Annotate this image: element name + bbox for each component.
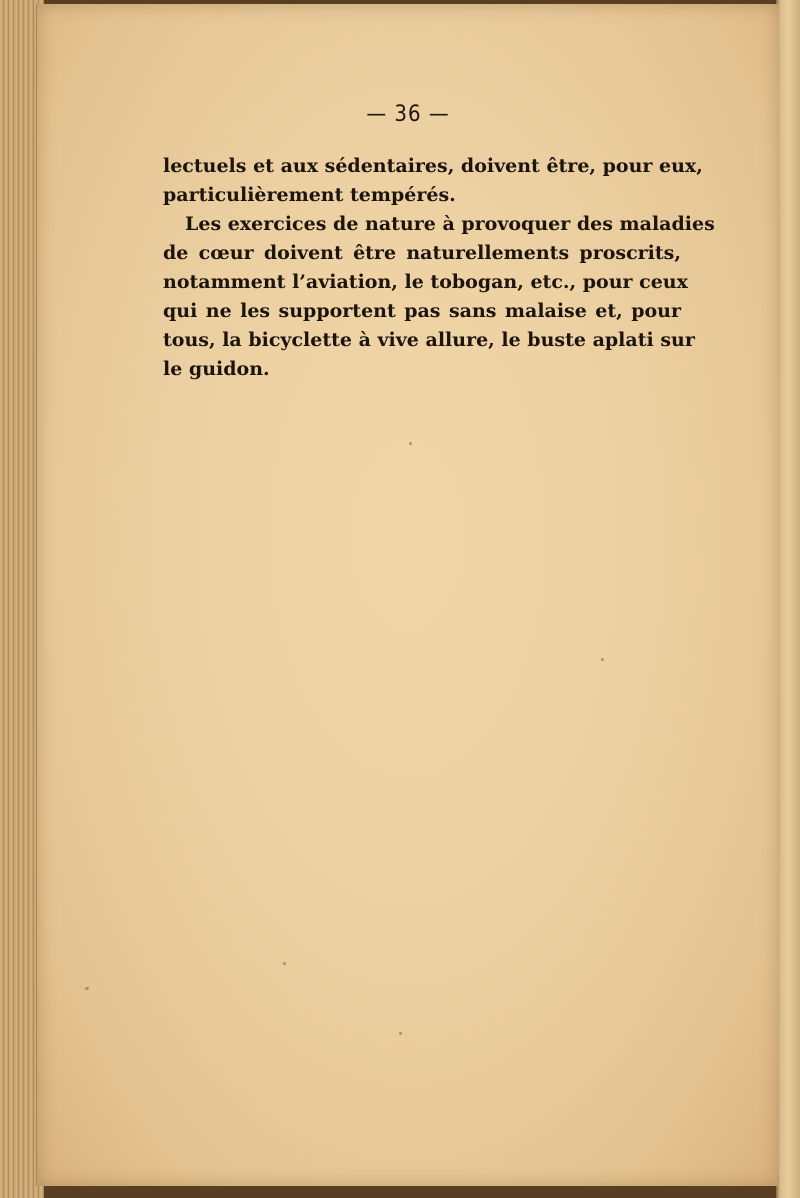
paper-speck [601,658,604,661]
adjacent-page-edge [776,0,800,1198]
text-line: Les exercices de nature à provoquer des maladies [185,213,715,235]
paper-speck [283,962,286,965]
text-line: notamment l’aviation, le tobogan, etc., pour ceux [163,271,688,293]
page-number: — 36 — [366,102,450,127]
text-line: qui ne les supportent pas sans malaise et, pour [163,300,681,322]
book-page [36,4,779,1186]
body-text [163,152,715,384]
text-line: le guidon. [163,358,270,380]
text-line: tous, la bicyclette à vive allure, le buste aplati sur [163,329,695,351]
paper-speck [409,442,412,445]
paragraph-1 [163,152,703,210]
text-line: lectuels et aux sédentaires, doivent être, pour eux, [163,155,703,177]
paragraph-2 [163,210,715,384]
text-line: de cœur doivent être naturellements proscrits, [163,242,681,264]
text-line: particulièrement tempérés. [163,184,456,206]
paper-speck [399,1032,402,1035]
paper-speck [85,987,89,990]
